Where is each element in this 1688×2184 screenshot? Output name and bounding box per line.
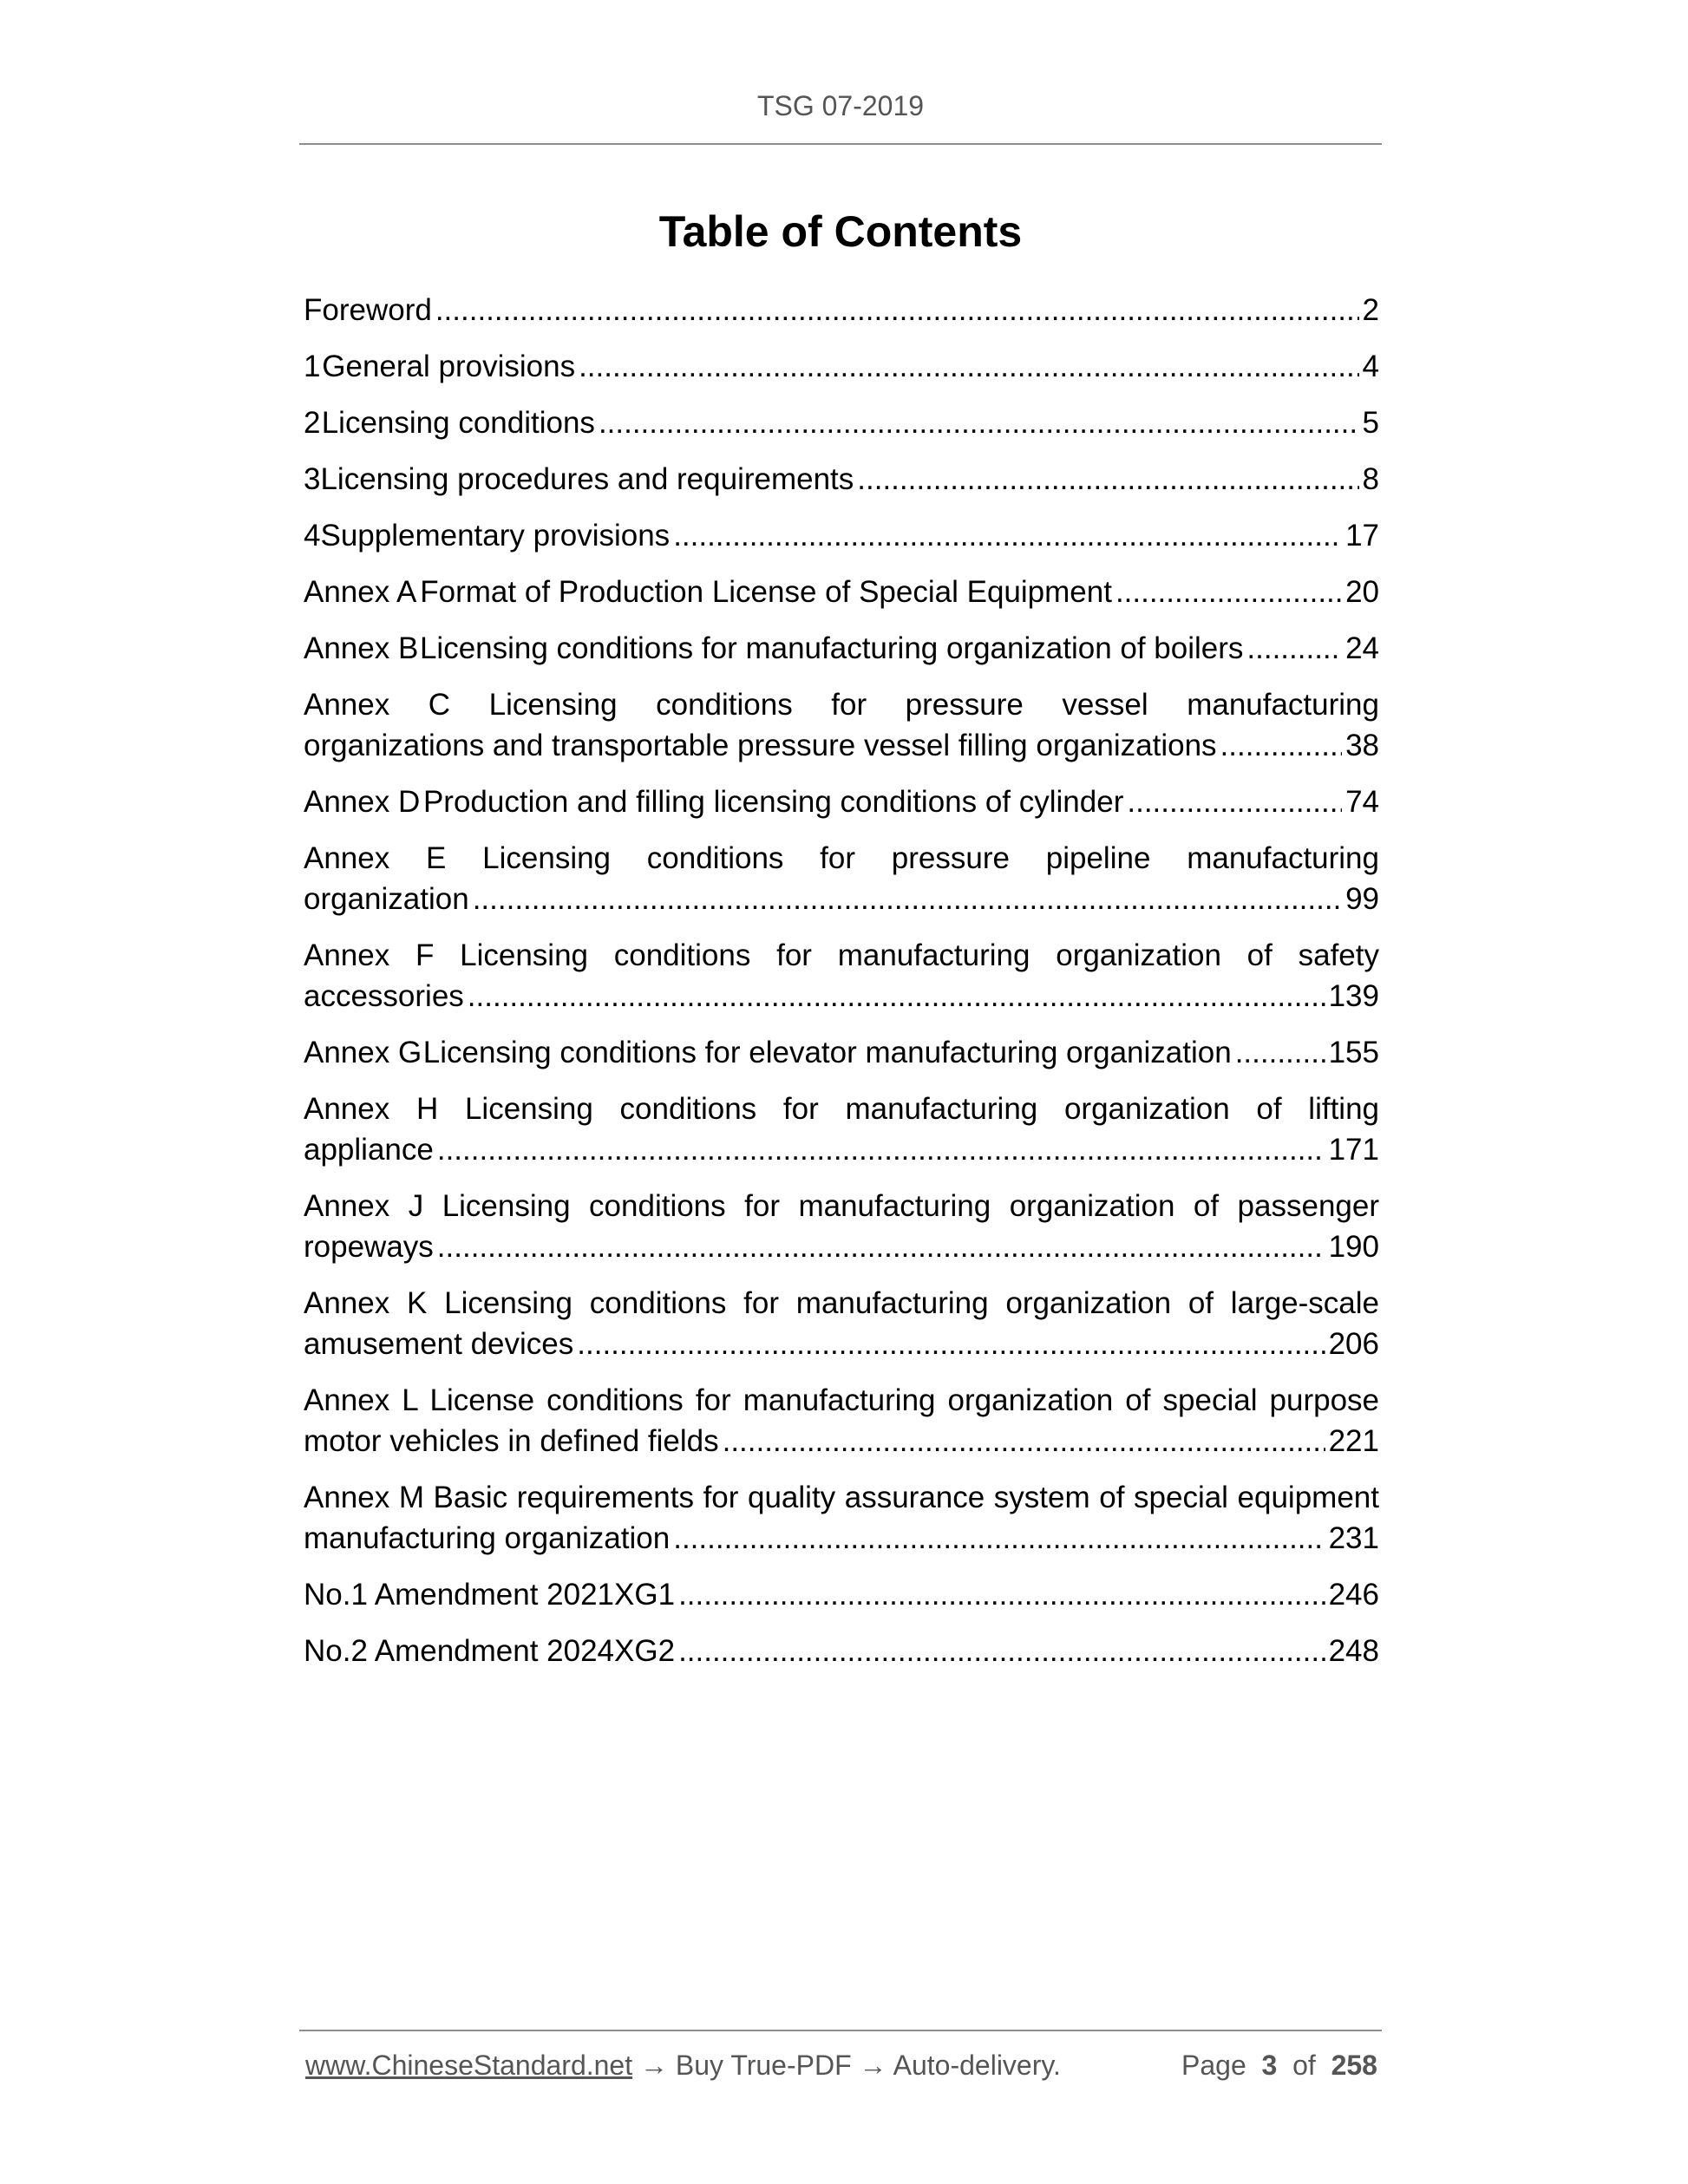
toc-page-number: 2	[1362, 293, 1379, 327]
toc-entry-continuation: manufacturing organization	[304, 1521, 671, 1555]
toc-entry-annex-g[interactable]	[304, 1032, 1379, 1073]
toc-entry-foreword[interactable]	[304, 290, 1379, 330]
toc-page-number: 74	[1345, 785, 1379, 819]
toc-entry-first-line: Annex M Basic requirements for quality assurance system of special equipment	[304, 1481, 1379, 1514]
toc-page-number: 17	[1345, 519, 1379, 553]
site-link[interactable]: www.ChineseStandard.net	[305, 2050, 633, 2081]
toc-entry-first-line: Annex K Licensing conditions for manufacturing organization of large-scale	[304, 1286, 1379, 1320]
toc-page-number: 139	[1328, 979, 1379, 1013]
toc-entry-label: Licensing conditions for elevator manufacturing organization	[422, 1036, 1232, 1069]
delivery-text: Auto-delivery.	[893, 2050, 1061, 2081]
toc-entry-annex-k[interactable]	[304, 1283, 1379, 1364]
toc-entry-continuation: accessories	[304, 979, 464, 1013]
dot-leader	[673, 515, 1342, 556]
toc-entry-annex-m[interactable]	[304, 1477, 1379, 1559]
toc-entry-label: Licensing conditions for manufacturing organization of boilers	[419, 631, 1244, 665]
toc-page-number: 206	[1328, 1327, 1379, 1361]
toc-entry-annex-j[interactable]	[304, 1186, 1379, 1267]
toc-entry-continuation: motor vehicles in defined fields	[304, 1424, 719, 1458]
dot-leader	[435, 290, 1359, 330]
dot-leader	[437, 1226, 1325, 1267]
running-header: TSG 07-2019	[756, 90, 925, 121]
toc-page-number: 8	[1362, 462, 1379, 496]
toc-entry-amendment-1[interactable]	[304, 1574, 1379, 1615]
header-divider	[299, 143, 1382, 145]
toc-entry-annex-l[interactable]	[304, 1380, 1379, 1461]
toc-entry-continuation: organizations and transportable pressure vessel filling organizations	[304, 729, 1217, 762]
toc-entry-annex-d[interactable]	[304, 781, 1379, 822]
dot-leader	[678, 1574, 1325, 1615]
dot-leader	[437, 1129, 1325, 1170]
page-footer	[305, 2050, 1381, 2082]
toc-chapter-number: 4	[304, 519, 321, 553]
toc-entry-first-line: Annex F Licensing conditions for manufacturing organization of safety	[304, 938, 1379, 972]
arrow-right-icon: →	[859, 2050, 887, 2081]
toc-entry-chapter-4[interactable]	[304, 515, 1379, 556]
toc-page-number: 38	[1345, 729, 1379, 762]
toc-page-number: 246	[1328, 1578, 1379, 1612]
buy-text: Buy True-PDF	[675, 2050, 852, 2081]
toc-page-number: 4	[1362, 350, 1379, 383]
toc-entry-continuation: amusement devices	[304, 1327, 574, 1361]
page-title: Table of Contents	[658, 207, 1023, 256]
toc-entry-continuation: appliance	[304, 1133, 434, 1167]
toc-entry-chapter-3[interactable]	[304, 459, 1379, 500]
toc-page-number: 20	[1345, 575, 1379, 609]
toc-annex-code: Annex D	[304, 785, 421, 819]
toc-entry-label: No.2 Amendment 2024XG2	[304, 1634, 676, 1668]
dot-leader	[1246, 628, 1342, 669]
dot-leader	[579, 346, 1358, 387]
toc-entry-label: Production and filling licensing conditions of cylinder	[422, 785, 1124, 819]
of-word: of	[1292, 2050, 1316, 2081]
toc-entry-label: Licensing conditions	[321, 406, 595, 440]
dot-leader	[678, 1631, 1325, 1671]
toc-entry-continuation: ropeways	[304, 1230, 434, 1264]
toc-entry-chapter-1[interactable]	[304, 346, 1379, 387]
toc-chapter-number: 3	[304, 462, 321, 496]
toc-entry-annex-a[interactable]	[304, 572, 1379, 612]
dot-leader	[1235, 1032, 1325, 1073]
toc-entry-annex-f[interactable]	[304, 935, 1379, 1017]
toc-entry-first-line: Annex J Licensing conditions for manufacturing organization of passenger	[304, 1189, 1379, 1223]
toc-entry-label: General provisions	[322, 350, 576, 383]
toc-entry-label: No.1 Amendment 2021XG1	[304, 1578, 676, 1612]
toc-page-number: 155	[1328, 1036, 1379, 1069]
toc-entry-first-line: Annex L License conditions for manufacturing organization of special purpose	[304, 1383, 1379, 1417]
toc-entry-first-line: Annex C Licensing conditions for pressure vessel manufacturing	[304, 688, 1379, 722]
toc-entry-annex-e[interactable]	[304, 838, 1379, 919]
toc-entry-annex-b[interactable]	[304, 628, 1379, 669]
toc-page-number: 5	[1362, 406, 1379, 440]
dot-leader	[1220, 725, 1343, 766]
toc-page-number: 231	[1328, 1521, 1379, 1555]
toc-annex-code: Annex A	[304, 575, 417, 609]
dot-leader	[857, 459, 1358, 500]
page-counter	[1181, 2050, 1377, 2082]
toc-entry-continuation: organization	[304, 882, 469, 916]
toc-entry-first-line: Annex E Licensing conditions for pressure pipeline manufacturing	[304, 841, 1379, 875]
toc-page-number: 221	[1328, 1424, 1379, 1458]
toc-annex-code: Annex B	[304, 631, 419, 665]
table-of-contents	[304, 290, 1379, 1687]
dot-leader	[473, 879, 1342, 919]
toc-entry-label: Supplementary provisions	[320, 519, 671, 553]
toc-chapter-number: 1	[304, 350, 321, 383]
toc-page-number: 24	[1345, 631, 1379, 665]
toc-entry-chapter-2[interactable]	[304, 402, 1379, 443]
footer-divider	[299, 2030, 1382, 2031]
toc-entry-annex-h[interactable]	[304, 1089, 1379, 1170]
toc-page-number: 171	[1328, 1133, 1379, 1167]
toc-chapter-number: 2	[304, 406, 321, 440]
dot-leader	[673, 1518, 1325, 1559]
toc-page-number: 248	[1328, 1634, 1379, 1668]
current-page-number: 3	[1261, 2050, 1278, 2081]
toc-annex-code: Annex G	[304, 1036, 422, 1069]
toc-page-number: 99	[1345, 882, 1379, 916]
toc-entry-annex-c[interactable]	[304, 684, 1379, 766]
toc-entry-label: Licensing procedures and requirements	[320, 462, 854, 496]
dot-leader	[1116, 572, 1342, 612]
toc-entry-label: Format of Production License of Special Equipment	[420, 575, 1112, 609]
dot-leader	[577, 1324, 1325, 1364]
dot-leader	[468, 976, 1325, 1017]
dot-leader	[1127, 781, 1342, 822]
dot-leader	[723, 1421, 1325, 1461]
toc-page-number: 190	[1328, 1230, 1379, 1264]
page-word: Page	[1181, 2050, 1246, 2081]
toc-entry-first-line: Annex H Licensing conditions for manufacturing organization of lifting	[304, 1092, 1379, 1126]
dot-leader	[599, 402, 1359, 443]
total-page-count: 258	[1331, 2050, 1377, 2081]
toc-entry-label: Foreword	[304, 293, 432, 327]
arrow-right-icon: →	[640, 2050, 668, 2081]
toc-entry-amendment-2[interactable]	[304, 1631, 1379, 1671]
